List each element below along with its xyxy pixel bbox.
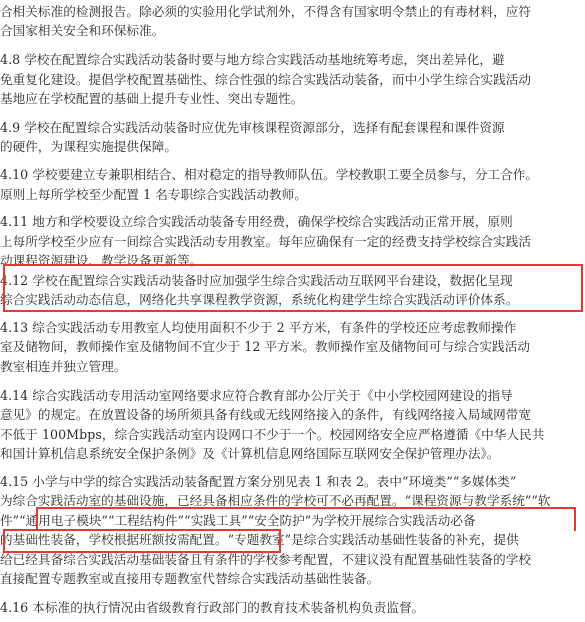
paragraph-4-13-line: 教室相连并独立管理。: [0, 359, 127, 374]
paragraph-4-10-line: 4.10 学校要建立专兼职相结合、相对稳定的指导教师队伍。学校教职工要全员参与，分工合作。: [0, 167, 539, 182]
paragraph-4-13-line: 4.13 综合实践活动专用教室人均使用面积不少于 2 平方米，有条件的学校还应考虑教师操作: [0, 320, 517, 335]
paragraph-4-9-line: 的硬件，为课程实施提供保障。: [0, 139, 178, 154]
paragraph-4-15-line: 直接配置专题教室或直接用专题教室代替综合实践活动基础性装备。: [0, 571, 380, 586]
paragraph-4-15-line: 为综合实践活动室的基础设施，已经具备相应条件的学校可不必再配置。“课程资源与教学系统”“软: [0, 493, 551, 508]
paragraph-4-8-line: 4.8 学校在配置综合实践活动装备时要与地方综合实践活动基地统筹考虑，突出差异化，避: [0, 52, 505, 67]
paragraph-4-8-line: 基地应在学校配置的基础上提升专业性、突出专题性。: [0, 91, 304, 106]
paragraph-4-15-line: 件”“通用电子模块”“工程结构件”“实践工具”“安全防护”为学校开展综合实践活动必备: [0, 513, 476, 528]
paragraph-4-12-line: 4.12 学校在配置综合实践活动装备时应加强学生综合实践活动互联网平台建设，数据化呈现: [0, 273, 513, 288]
paragraph-4-9-line: 4.9 学校在配置综合实践活动装备时应优先审核课程资源部分，选择有配套课程和课件资源: [0, 120, 505, 135]
paragraph-4-14-line: 意见》的规定。在放置设备的场所须具备有线或无线网络接入的条件，有线网络接入局域网带宽: [0, 407, 532, 422]
paragraph-4-16-line: 4.16 本标准的执行情况由省级教育行政部门的教育技术装备机构负责监督。: [0, 600, 425, 615]
paragraph-4-11-line: 4.11 地方和学校要设立综合实践活动装备专用经费，确保学校综合实践活动正常开展，原则: [0, 214, 513, 229]
paragraph-4-15-line: 4.15 小学与中学的综合实践活动装备配置方案分别见表 1 和表 2。表中“环境类”“多媒体类”: [0, 474, 517, 489]
paragraph-4-13-line: 室及储物间，教师操作室及储物间不宜少于 12 平方米。教师操作室及储物间可与综合实践活动: [0, 339, 530, 354]
paragraph-4-8-line: 免重复化建设。提倡学校配置基础性、综合性强的综合实践活动装备，而中小学生综合实践活动: [0, 72, 532, 87]
paragraph-4-14-line: 和国计算机信息系统安全保护条例》及《计算机信息网络国际互联网安全保护管理办法》。: [0, 446, 500, 461]
paragraph-4-14-line: 不低于 100Mbps，综合实践活动室内设网口不少于一个。校园网络安全应严格遵循《中华人民共: [0, 427, 545, 442]
text-line: 合国家相关安全和环保标准。: [0, 23, 165, 38]
paragraph-4-11-line: 动课程资源建设、教学设备更新等。: [0, 253, 203, 268]
paragraph-4-10-line: 原则上每所学校至少配置 1 名专职综合实践活动教师。: [0, 187, 307, 202]
text-line: 合相关标准的检测报告。除必须的实验用化学试剂外，不得含有国家明令禁止的有毒材料，应符: [0, 4, 532, 19]
paragraph-4-14-line: 4.14 综合实践活动专用活动室网络要求应符合教育部办公厅关于《中小学校园网建设的指导: [0, 388, 513, 403]
paragraph-4-15-line: 给已经具备综合实践活动基础装备且有条件的学校参考配置，不建议没有配置基础性装备的学校: [0, 552, 532, 567]
paragraph-4-12-line: 综合实践活动动态信息，网络化共享课程教学资源，系统化构建学生综合实践活动评价体系。: [0, 292, 519, 307]
paragraph-4-15-line: 的基础性装备，学校根据班额按需配置。“专题教室”是综合实践活动基础性装备的补充，提供: [0, 532, 519, 547]
paragraph-4-11-line: 上每所学校至少应有一间综合实践活动专用教室。每年应确保有一定的经费支持学校综合实践活: [0, 234, 532, 249]
